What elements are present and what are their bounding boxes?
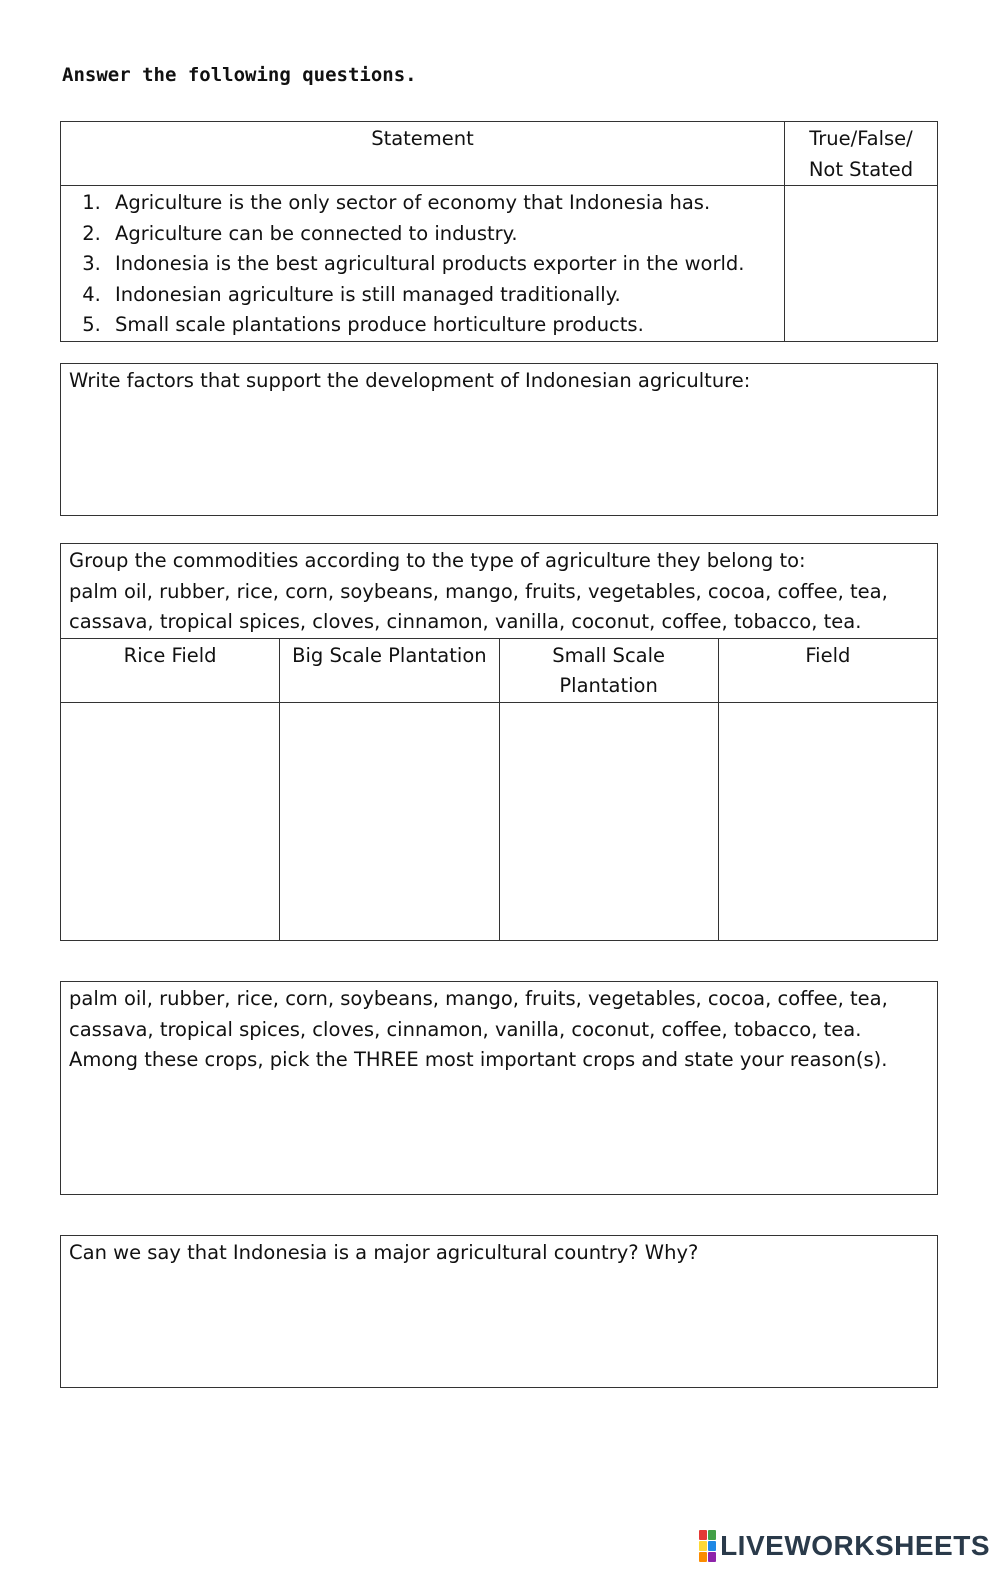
logo-block bbox=[708, 1530, 716, 1540]
rice-field-answer-cell[interactable] bbox=[61, 702, 280, 941]
group-instruction: Group the commodities according to the type of agriculture they belong to: bbox=[69, 549, 806, 572]
logo-text: LIVEWORKSHEETS bbox=[720, 1530, 990, 1561]
column-header-small-scale-plantation bbox=[499, 638, 718, 702]
crops-text bbox=[61, 982, 937, 1076]
crops-question: Among these crops, pick the THREE most important crops and state your reason(s). bbox=[69, 1048, 888, 1071]
column-header-rice-field: Rice Field bbox=[61, 638, 280, 702]
page-heading: Answer the following questions. bbox=[62, 64, 417, 86]
logo-block bbox=[699, 1530, 707, 1540]
factors-box[interactable] bbox=[60, 363, 938, 516]
column-header-small-scale-label: Small Scale Plantation bbox=[552, 643, 666, 697]
statements-cell bbox=[61, 186, 785, 342]
group-instruction-cell bbox=[61, 544, 938, 639]
crops-box[interactable] bbox=[60, 981, 938, 1195]
answer-header-line2: Not Stated bbox=[808, 157, 914, 181]
crops-line: cassava, tropical spices, cloves, cinnamon, vanilla, coconut, coffee, tobacco, tea. bbox=[69, 1017, 862, 1041]
statement-item: 4. Indonesian agriculture is still managed traditionally. bbox=[107, 280, 784, 311]
statement-item: 5. Small scale plantations produce horticulture products. bbox=[107, 310, 784, 341]
logo-block bbox=[708, 1541, 716, 1551]
logo-block bbox=[708, 1552, 716, 1562]
column-header-field: Field bbox=[718, 638, 937, 702]
statement-item: 1. Agriculture is the only sector of economy that Indonesia has. bbox=[107, 188, 784, 219]
crops-line: palm oil, rubber, rice, corn, soybeans, mango, fruits, vegetables, cocoa, coffee, tea, bbox=[69, 987, 888, 1010]
liveworksheets-logo bbox=[699, 1530, 990, 1562]
statement-header bbox=[61, 122, 785, 186]
big-scale-plantation-answer-cell[interactable] bbox=[280, 702, 499, 941]
logo-mark-icon bbox=[699, 1530, 716, 1562]
logo-block bbox=[699, 1541, 707, 1551]
statement-item: 2. Agriculture can be connected to industry. bbox=[107, 219, 784, 250]
field-answer-cell[interactable] bbox=[718, 702, 937, 941]
major-country-question: Can we say that Indonesia is a major agricultural country? Why? bbox=[69, 1241, 699, 1264]
group-table bbox=[60, 543, 938, 941]
answer-header-line1: True/False/ bbox=[809, 127, 913, 150]
answer-cell[interactable] bbox=[785, 186, 938, 342]
major-country-box[interactable] bbox=[60, 1235, 938, 1388]
small-scale-plantation-answer-cell[interactable] bbox=[499, 702, 718, 941]
commodities-line: palm oil, rubber, rice, corn, soybeans, mango, fruits, vegetables, cocoa, coffee, tea, bbox=[69, 579, 888, 603]
factors-prompt: Write factors that support the development of Indonesian agriculture: bbox=[69, 369, 751, 392]
statements-table bbox=[60, 121, 938, 335]
column-header-big-scale-plantation: Big Scale Plantation bbox=[280, 638, 499, 702]
logo-block bbox=[699, 1552, 707, 1562]
commodities-line: cassava, tropical spices, cloves, cinnamon, vanilla, coconut, coffee, tobacco, tea. bbox=[69, 610, 862, 633]
answer-header bbox=[785, 122, 938, 186]
statement-header-label: Statement bbox=[371, 127, 474, 150]
statement-item: 3. Indonesia is the best agricultural products exporter in the world. bbox=[107, 249, 784, 280]
